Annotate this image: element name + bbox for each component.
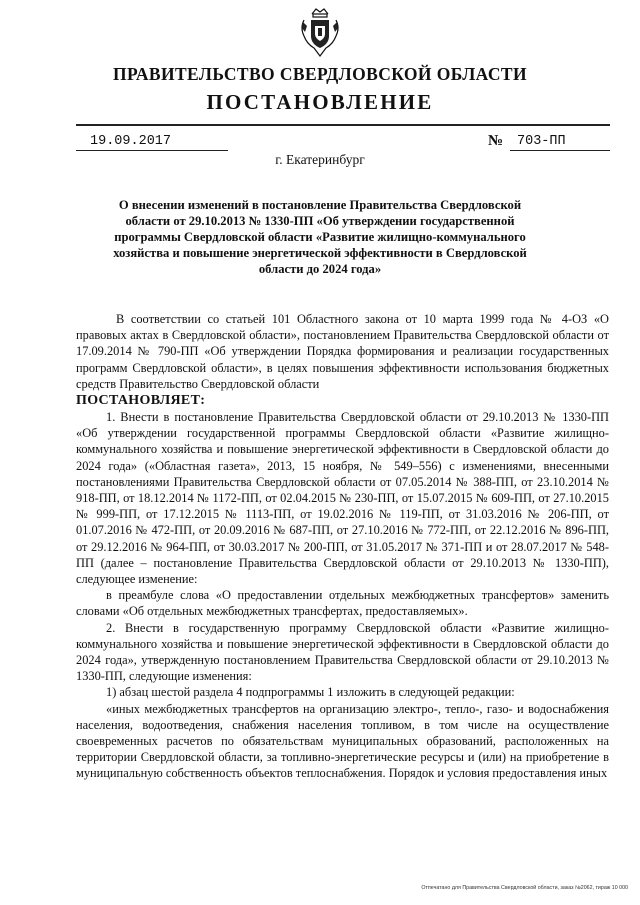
top-divider bbox=[76, 124, 610, 126]
decree-date: 19.09.2017 bbox=[90, 134, 172, 149]
decree-number: 703-ПП bbox=[517, 134, 566, 149]
number-underline bbox=[510, 150, 610, 151]
item-2-paragraph: 2. Внести в государственную программу Свердловской области «Развитие жилищно-коммунального хозяйства и повышение энергетической эффективности в Свердловской области до 2024 года», утвержденную постановлением Правительства Свердловской области от 29.10.2013 № 1330-ПП, следующие изменения: bbox=[76, 620, 609, 684]
quoted-paragraph: «иных межбюджетных трансфертов на организацию электро-, тепло-, газо- и водоснабжения населения, водоотведения, снабжения населения топливом, в том числе на осуществление своевременных расчетов по обязательствам муниципальных образований, расположенных на территории Свердловской области, за топливно-энергетические ресурсы и (или) на приобретение в муниципальную собственность объектов теплоснабжения. Порядок и условия предоставления иных bbox=[76, 701, 609, 781]
document-type: ПОСТАНОВЛЕНИЕ bbox=[206, 90, 434, 114]
number-sign: № bbox=[488, 133, 504, 149]
decree-title: О внесении изменений в постановление Правительства Свердловской области от 29.10.2013 № 1330-ПП «Об утверждении государственной программы Свердловской области «Развитие жилищно-коммунального хозяйства и повышение энергетической эффективности в Свердловской области до 2024 года» bbox=[113, 198, 527, 276]
city: г. Екатеринбург bbox=[275, 152, 365, 167]
decree-body bbox=[76, 311, 609, 782]
print-imprint: Отпечатано для Правительства Свердловской области, заказ №2062, тираж 10 000 bbox=[421, 885, 628, 891]
resolves-heading: ПОСТАНОВЛЯЕТ: bbox=[76, 393, 206, 409]
item-2-1-paragraph: 1) абзац шестой раздела 4 подпрограммы 1 изложить в следующей редакции: bbox=[106, 685, 515, 700]
government-name: ПРАВИТЕЛЬСТВО СВЕРДЛОВСКОЙ ОБЛАСТИ bbox=[113, 64, 527, 84]
coat-of-arms-icon bbox=[298, 6, 342, 60]
preamble-paragraph: В соответствии со статьей 101 Областного закона от 10 марта 1999 года № 4-ОЗ «О правовых актах в Свердловской области», постановлением Правительства Свердловской области от 17.09.2014 № 790-ПП «Об утверждении Порядка формирования и реализации государственных программ Свердловской области», в целях повышения эффективности использования бюджетных средств Правительство Свердловской области bbox=[76, 312, 609, 391]
item-1-change-paragraph: в преамбуле слова «О предоставлении отдельных межбюджетных трансфертов» заменить словами «Об отдельных межбюджетных трансфертах, предоставляемых». bbox=[76, 588, 609, 619]
date-underline bbox=[76, 150, 228, 151]
item-1-paragraph: 1. Внести в постановление Правительства Свердловской области от 29.10.2013 № 1330-ПП «Об утверждении государственной программы Свердловской области «Развитие жилищно-коммунального хозяйства и повышение энергетической эффективности в Свердловской области до 2024 года» («Областная газета», 2013, 15 ноября, № 549–556) с изменениями, внесенными постановлениями Правительства Свердловской области от 07.05.2014 № 388-ПП, от 23.10.2014 № 918-ПП, от 18.12.2014 № 1172-ПП, от 02.04.2015 № 230-ПП, от 15.07.2015 № 609-ПП, от 27.10.2015 № 999-ПП, от 17.12.2015 № 1113-ПП, от 19.02.2016 № 119-ПП, от 31.03.2016 № 206-ПП, от 01.07.2016 № 472-ПП, от 20.09.2016 № 687-ПП, от 27.10.2016 № 772-ПП, от 22.12.2016 № 896-ПП, от 29.12.2016 № 964-ПП, от 30.03.2017 № 200-ПП, от 31.05.2017 № 371-ПП и от 28.07.2017 № 548-ПП (далее – постановление Правительства Свердловской области от 29.10.2013 № 1330-ПП), следующее изменение: bbox=[76, 410, 609, 587]
